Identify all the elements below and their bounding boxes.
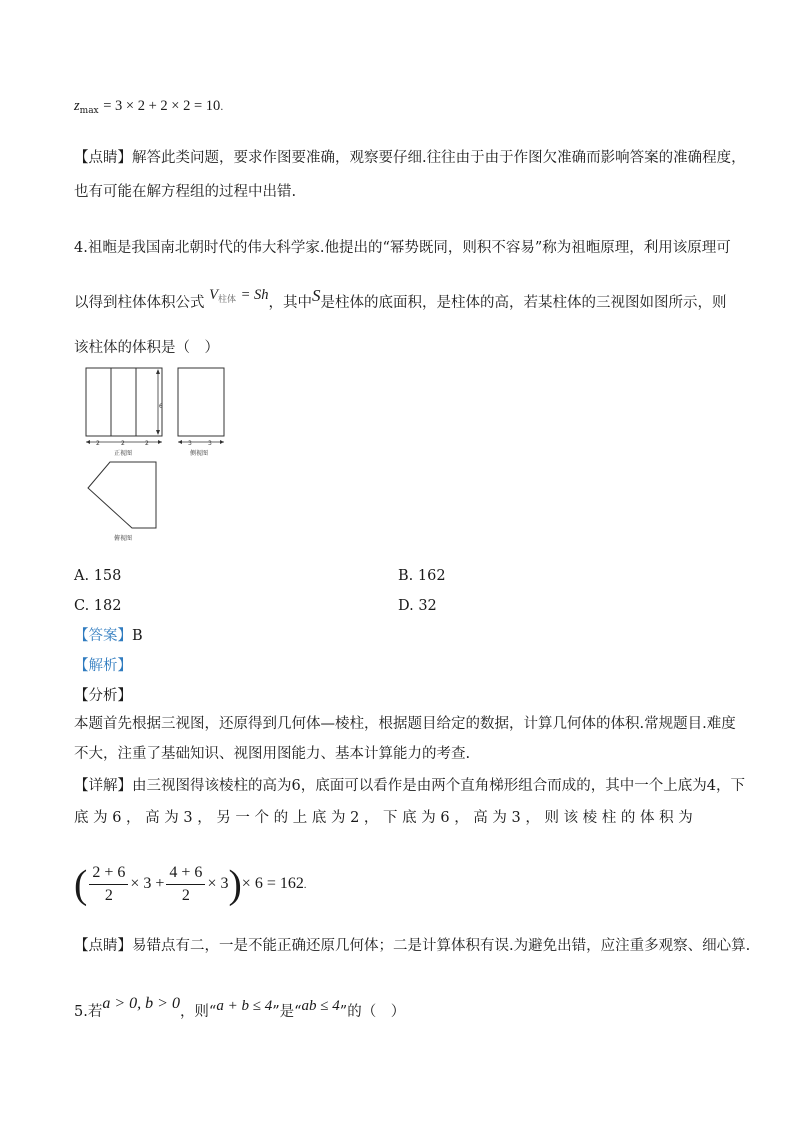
z-end: . [220, 102, 224, 113]
q5-cond: a > 0, b > 0 [102, 995, 180, 1012]
side-view [178, 368, 224, 457]
q5-line [74, 995, 406, 1022]
option-c-key: C. [74, 598, 90, 614]
q5-mid1: ，则“ [179, 1004, 217, 1020]
front-dim-3: 2 [145, 440, 149, 447]
analysis-label: 【解析】 [74, 658, 132, 674]
option-b[interactable] [398, 566, 446, 586]
analysis-line [74, 656, 132, 676]
tip2-text: 易错点有二，一是不能正确还原几何体；二是计算体积有误.为避免出错，应注重多观察、细心算. [132, 938, 751, 954]
big-paren-left: ( [74, 861, 88, 907]
q5-num: 5.若 [74, 1004, 103, 1020]
q4-line1 [74, 238, 731, 258]
option-c[interactable] [74, 596, 121, 616]
detail-text1: 由三视图得该棱柱的高为6，底面可以看作是由两个直角梯形组合而成的，其中一个上底为4，下 [132, 778, 745, 794]
q5-q: ab ≤ 4 [301, 998, 340, 1014]
side-dim-2: 3 [208, 440, 212, 447]
z-sub: max [79, 106, 99, 116]
volume-formula [74, 856, 306, 912]
q4-text3: 该柱体的体积是（ ） [74, 340, 219, 356]
side-caption: 侧视图 [190, 450, 209, 457]
formula-tail: × 6 = 162 [241, 875, 304, 892]
times3b: × 3 [207, 875, 229, 892]
option-b-key: B. [398, 568, 414, 584]
fenxi-text2: 不大，注重了基础知识、视图用图能力、基本计算能力的考查. [74, 746, 471, 762]
front-height-label: 6 [159, 403, 163, 410]
top-caption: 俯视图 [114, 535, 133, 542]
fraction-1-num: 2 + 6 [89, 862, 128, 885]
front-dim-1: 2 [96, 440, 100, 447]
detail-line1 [74, 776, 745, 796]
tip1-label: 【点睛】 [74, 150, 132, 166]
three-view-figure [80, 364, 250, 544]
z-expr: = 3 × 2 + 2 × 2 = 10 [103, 98, 221, 114]
front-view [86, 368, 163, 457]
option-a[interactable] [74, 566, 121, 586]
fraction-2 [166, 862, 205, 907]
formula-v: V [209, 287, 218, 303]
fraction-2-num: 4 + 6 [166, 862, 205, 885]
formula-end: . [303, 880, 307, 891]
option-a-value: 158 [93, 568, 122, 584]
q5-mid2: ”是“ [272, 1004, 302, 1020]
fenxi-text1: 本题首先根据三视图，还原得到几何体—棱柱，根据题目给定的数据，计算几何体的体积.常规题目.难度 [74, 716, 736, 732]
q4-line3 [74, 338, 219, 358]
front-dim-2: 2 [121, 440, 125, 447]
fraction-1 [89, 862, 128, 907]
tip1-line2 [74, 182, 296, 202]
detail-text2: 底 为 6 ， 高 为 3 ， 另 一 个 的 上 底 为 2 ， 下 底 为 6 ， 高 为 3 ， 则 该 棱 柱 的 体 积 为 [74, 810, 693, 826]
tip2-line [74, 936, 750, 956]
front-caption: 正视图 [114, 450, 133, 457]
q5-p: a + b ≤ 4 [216, 998, 273, 1014]
big-paren-right: ) [228, 861, 242, 907]
fenxi-label-line [74, 686, 132, 706]
top-view [88, 462, 156, 542]
answer-label: 【答案】 [74, 628, 132, 644]
q4-text1: 4.祖暅是我国南北朝时代的伟大科学家.他提出的“幂势既同，则积不容易”称为祖暅原理，利用该原理可 [74, 240, 731, 256]
q4-text2-pre: 以得到柱体体积公式 [74, 295, 205, 311]
side-dim-1: 3 [188, 440, 192, 447]
q5-end: ”的（ ） [339, 1004, 406, 1020]
z-var: z [74, 98, 80, 114]
fraction-2-den: 2 [181, 886, 190, 904]
option-b-value: 162 [417, 568, 446, 584]
fraction-1-den: 2 [104, 886, 113, 904]
fenxi-line1 [74, 714, 736, 734]
fenxi-label: 【分析】 [74, 688, 132, 704]
times3a: × 3 + [130, 875, 165, 892]
tip2-label: 【点睛】 [74, 938, 132, 954]
option-d[interactable] [398, 596, 437, 616]
q4-line2 [74, 286, 727, 318]
tip1-text1: 解答此类问题，要求作图要准确，观察要仔细.往往由于由于作图欠准确而影响答案的准确程度， [132, 150, 746, 166]
option-d-key: D. [398, 598, 414, 614]
answer-value: B [132, 628, 143, 644]
tip1-line1 [74, 148, 746, 168]
option-d-value: 32 [418, 598, 437, 614]
detail-label: 【详解】 [74, 778, 132, 794]
q4-text2-post: 是柱体的底面积，是柱体的高，若某柱体的三视图如图所示，则 [320, 295, 727, 311]
q4-text2-mid: ，其中 [268, 295, 313, 311]
zmax-equation [74, 96, 223, 121]
formula-sub: 柱体 [217, 295, 236, 305]
fenxi-line2 [74, 744, 470, 764]
option-a-key: A. [74, 568, 90, 584]
formula-rest: = Sh [240, 287, 269, 303]
s-var: S [312, 286, 321, 305]
tip1-text2: 也有可能在解方程组的过程中出错. [74, 184, 297, 200]
answer-line [74, 626, 143, 646]
option-c-value: 182 [93, 598, 122, 614]
detail-line2 [74, 808, 693, 828]
